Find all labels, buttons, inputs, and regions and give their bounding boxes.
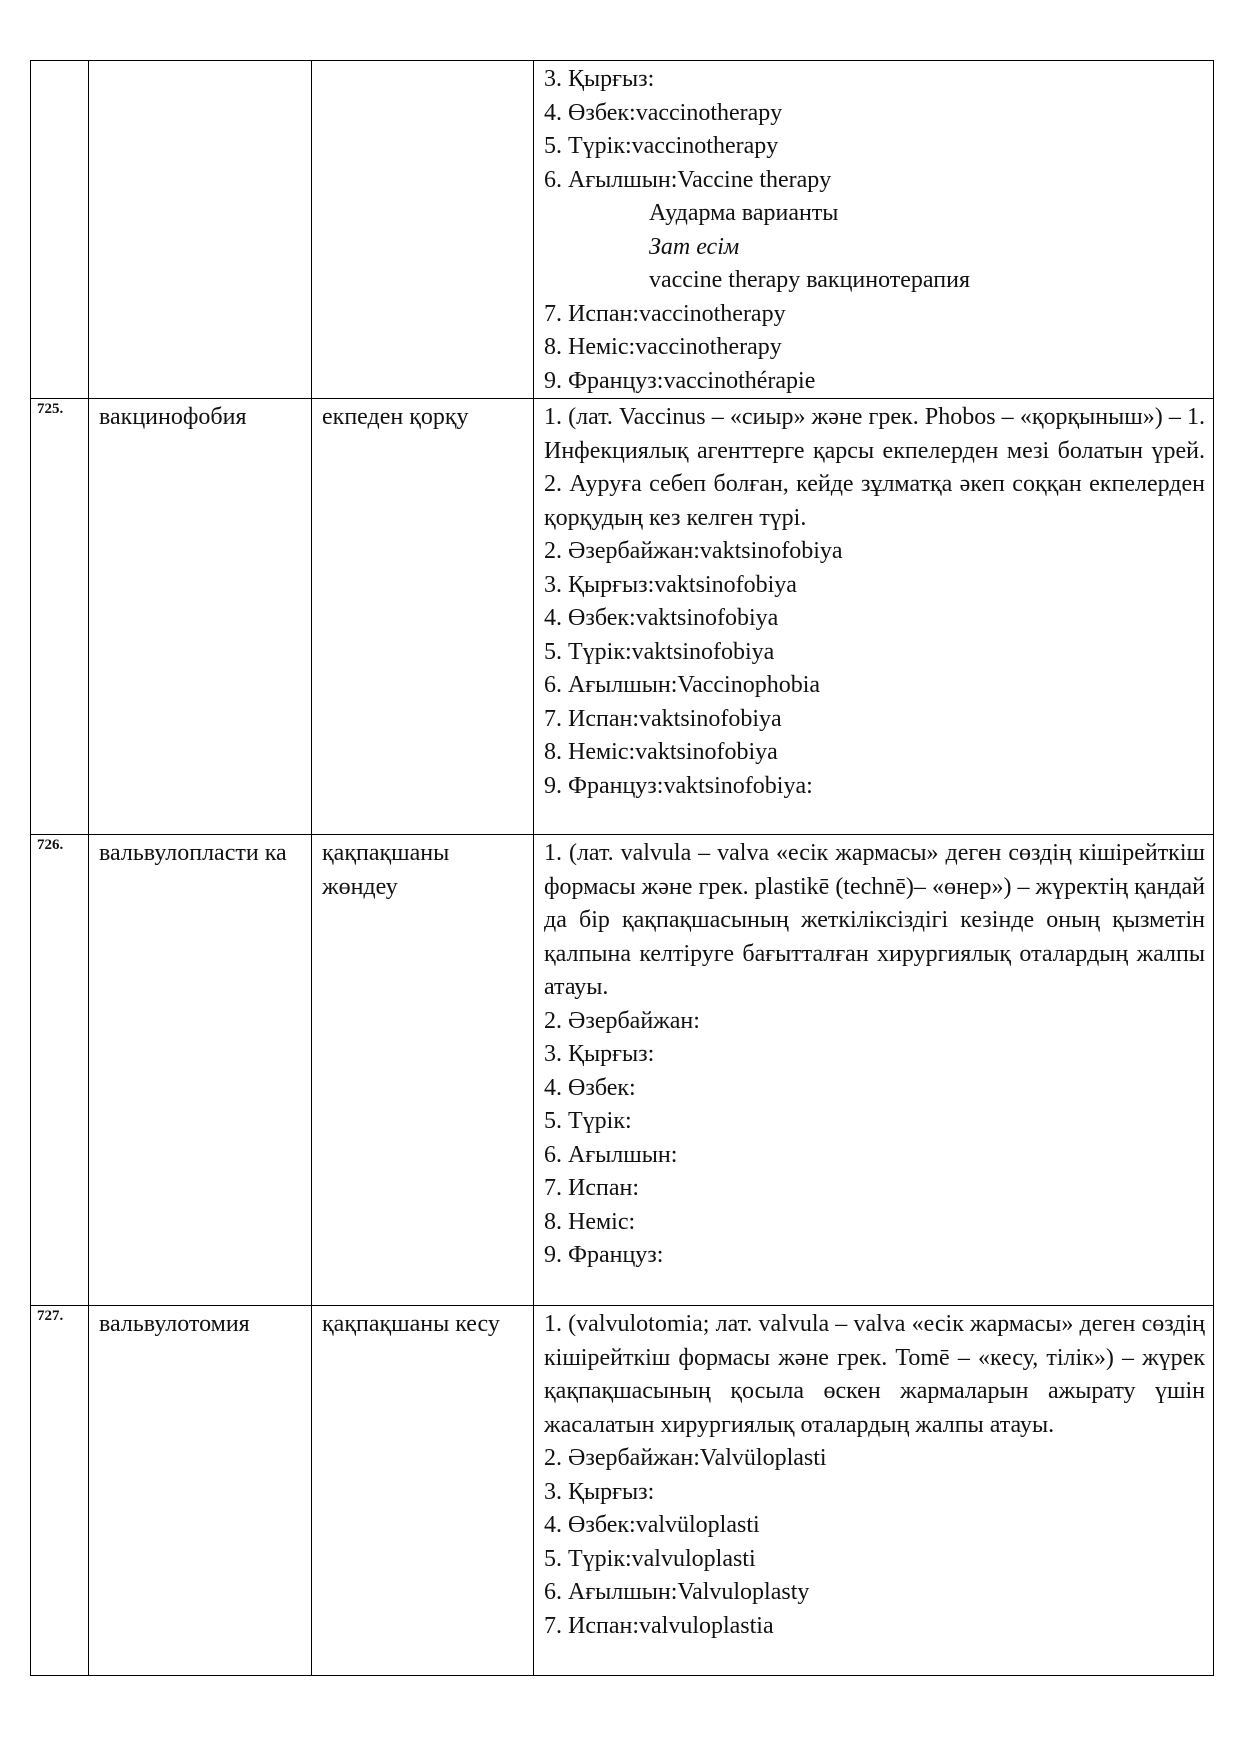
variant-part-of-speech: Зат есім — [649, 233, 740, 260]
language-line: 2. Әзербайжан:vaktsinofobiya — [544, 538, 843, 564]
language-line: 4. Өзбек:vaccinotherapy — [544, 99, 783, 126]
table-row — [31, 399, 1214, 835]
entry-translation: екпеден қорқу — [312, 399, 534, 835]
table-row — [31, 835, 1214, 1306]
entry-term: вакцинофобия — [89, 399, 312, 835]
entry-number: 726. — [31, 835, 89, 1306]
language-line: 8. Неміс:vaktsinofobiya — [544, 739, 778, 765]
language-line: 8. Неміс: — [544, 1208, 636, 1235]
definition-text: 1. (лат. Vaccinus – «сиыр» және грек. Phobos – «қорқыныш») – 1. Инфекциялық агенттерге қарсы екпелерден мезі болатын үрей. 2. Ауруға себеп болған, кейде зұлматқа әкеп соққан екпелерден қорқудың кез келген түрі. — [544, 404, 1205, 531]
entry-number: 725. — [31, 399, 89, 835]
language-line: 9. Француз:vaccinothérapie — [544, 367, 816, 394]
entry-translation: қақпақшаны жөндеу — [312, 835, 534, 1306]
definition-text: 1. (лат. valvula – valva «есік жармасы» деген сөздің кішірейткіш формасы және грек. plastikē (technē)– «өнер») – жүректің қандай да бір қақпақшасының жеткіліксіздігі кезінде оның қызметін қалпына келтіруге бағытталған хирургиялық оталардың жалпы атауы. — [544, 840, 1205, 1000]
language-line: 5. Түрік:vaccinotherapy — [544, 133, 779, 159]
variant-text: vaccine therapy вакцинотерапия — [649, 267, 970, 293]
language-line: 9. Француз: — [544, 1242, 664, 1268]
entry-translation: қақпақшаны кесу — [312, 1306, 534, 1676]
language-line: 4. Өзбек:vaktsinofobiya — [544, 605, 779, 631]
definition-text: 1. (valvulotomia; лат. valvula – valva «есік жармасы» деген сөздің кішірейткіш формасы және грек. Tomē – «кесу, тілік») – жүрек қақпақшасының қосыла өскен жармаларын ажырату үшін жасалатын хирургиялық оталардың жалпы атауы. — [544, 1311, 1205, 1438]
language-line: 2. Әзербайжан: — [544, 1007, 700, 1034]
language-line: 2. Әзербайжан:Valvüloplasti — [544, 1445, 827, 1471]
language-line: 6. Ағылшын: — [544, 1141, 678, 1168]
table-row — [31, 1306, 1214, 1676]
entry-definition — [534, 835, 1214, 1306]
language-line: 8. Неміс:vaccinotherapy — [544, 334, 782, 360]
table-row — [31, 61, 1214, 399]
entry-term: вальвулопласти ка — [89, 835, 312, 1306]
entry-term — [89, 61, 312, 399]
language-line: 3. Қырғыз:vaktsinofobiya — [544, 571, 797, 598]
variant-header: Аударма варианты — [649, 200, 839, 226]
language-line: 7. Испан:valvuloplastia — [544, 1612, 774, 1639]
language-line: 6. Ағылшын:Vaccinophobia — [544, 672, 821, 698]
entry-translation — [312, 61, 534, 399]
entry-definition — [534, 399, 1214, 835]
entry-definition — [534, 61, 1214, 399]
language-line: 4. Өзбек:valvüloplasti — [544, 1512, 760, 1538]
language-line: 3. Қырғыз: — [544, 66, 655, 92]
language-line: 5. Түрік:valvuloplasti — [544, 1545, 756, 1572]
language-line: 4. Өзбек: — [544, 1074, 636, 1101]
language-line: 3. Қырғыз: — [544, 1478, 655, 1505]
language-line: 7. Испан:vaktsinofobiya — [544, 705, 782, 732]
entry-number — [31, 61, 89, 399]
dictionary-table — [30, 60, 1214, 1676]
language-line: 6. Ағылшын:Vaccine therapy — [544, 166, 832, 193]
entry-number: 727. — [31, 1306, 89, 1676]
language-line: 6. Ағылшын:Valvuloplasty — [544, 1579, 810, 1605]
language-line: 5. Түрік:vaktsinofobiya — [544, 638, 775, 665]
entry-definition — [534, 1306, 1214, 1676]
language-line: 9. Француз:vaktsinofobiya: — [544, 772, 813, 799]
language-line: 7. Испан:vaccinotherapy — [544, 300, 786, 327]
language-line: 3. Қырғыз: — [544, 1041, 655, 1067]
language-line: 7. Испан: — [544, 1175, 639, 1201]
language-line: 5. Түрік: — [544, 1108, 632, 1134]
entry-term: вальвулотомия — [89, 1306, 312, 1676]
